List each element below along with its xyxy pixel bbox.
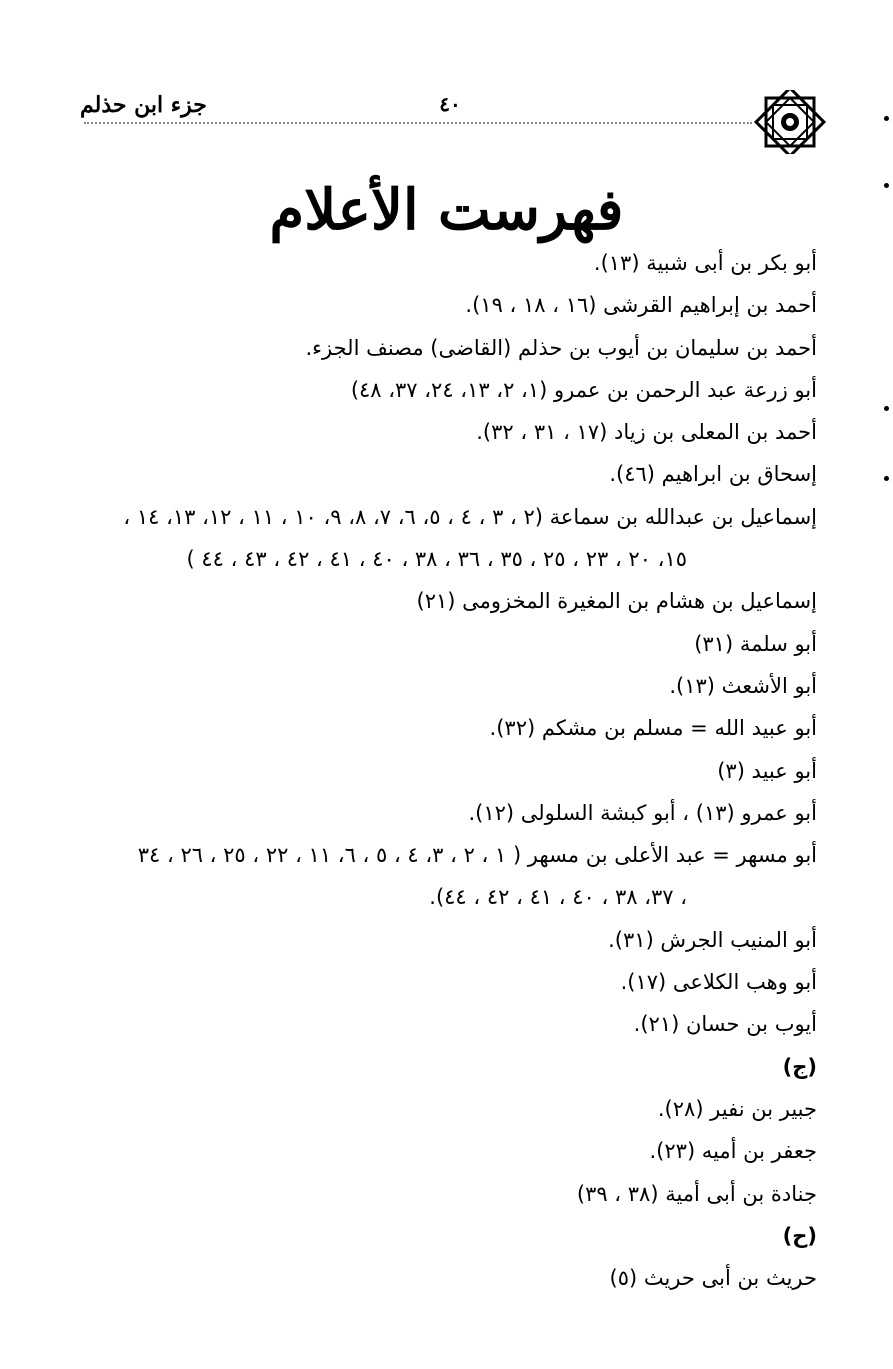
margin-dot [884, 406, 889, 411]
section-letter: (ج) [782, 1054, 817, 1079]
index-entry: إسماعيل بن عبدالله بن سماعة (٢ ، ٣ ، ٤ ، ٥، ٦، ٧، ٨، ٩، ١٠ ، ١١ ، ١٢، ١٣، ١٤ ، [123, 504, 817, 529]
margin-dot [884, 476, 889, 481]
index-entry: أبو المنيب الجرش (٣١). [608, 927, 817, 952]
index-entries [77, 242, 817, 1299]
index-entry-continuation: ١٥، ٢٠ ، ٢٣ ، ٢٥ ، ٣٥ ، ٣٦ ، ٣٨ ، ٤٠ ، ٤١ ، ٤٢ ، ٤٣ ، ٤٤ ) [186, 547, 687, 572]
index-entry: أبو عبيد (٣) [717, 758, 817, 783]
header-rule [84, 122, 752, 124]
margin-dot [884, 116, 889, 121]
index-entry: أبو عمرو (١٣) ، أبو كبشة السلولى (١٢). [468, 800, 817, 825]
page-number: ٤٠ [439, 92, 461, 116]
index-entry: حريث بن أبى حريث (٥) [609, 1266, 817, 1291]
index-entry: أبو الأشعث (١٣). [669, 673, 817, 698]
section-letter: (ح) [782, 1223, 817, 1248]
index-entry-continuation: ، ٣٧، ٣٨ ، ٤٠ ، ٤١ ، ٤٢ ، ٤٤). [429, 885, 687, 910]
index-entry: أبو سلمة (٣١) [694, 631, 817, 656]
page-header [0, 0, 893, 160]
index-entry: جنادة بن أبى أمية (٣٨ ، ٣٩) [576, 1181, 817, 1206]
index-entry: أحمد بن المعلى بن زياد (١٧ ، ٣١ ، ٣٢). [476, 420, 817, 445]
index-entry: إسحاق بن ابراهيم (٤٦). [609, 462, 817, 487]
index-entry: أحمد بن سليمان بن أيوب بن حذلم (القاضى) مصنف الجزء. [305, 335, 817, 360]
index-entry: أيوب بن حسان (٢١). [633, 1012, 817, 1037]
index-entry: أبو عبيد الله = مسلم بن مشكم (٣٢). [489, 716, 817, 741]
index-entry: أبو وهب الكلاعى (١٧). [620, 970, 817, 995]
index-title: فهرست الأعلام [269, 177, 624, 243]
index-entry: جبير بن نفير (٢٨). [657, 1096, 817, 1121]
index-entry: إسماعيل بن هشام بن المغيرة المخزومى (٢١) [416, 589, 817, 614]
index-entry: جعفر بن أميه (٢٣). [649, 1139, 817, 1164]
index-entry: أحمد بن إبراهيم القرشى (١٦ ، ١٨ ، ١٩). [465, 293, 817, 318]
index-entry: أبو بكر بن أبى شبية (١٣). [593, 251, 817, 275]
book-title: جزء ابن حذلم [80, 92, 207, 118]
octagram-ornament-icon [752, 90, 828, 154]
index-entry: أبو زرعة عبد الرحمن بن عمرو (١، ٢، ١٣، ٢٤، ٣٧، ٤٨) [350, 377, 817, 402]
index-entry: أبو مسهر = عبد الأعلى بن مسهر ( ١ ، ٢ ، ٣، ٤ ، ٥ ، ٦، ١١ ، ٢٢ ، ٢٥ ، ٢٦ ، ٣٤ [137, 843, 817, 868]
